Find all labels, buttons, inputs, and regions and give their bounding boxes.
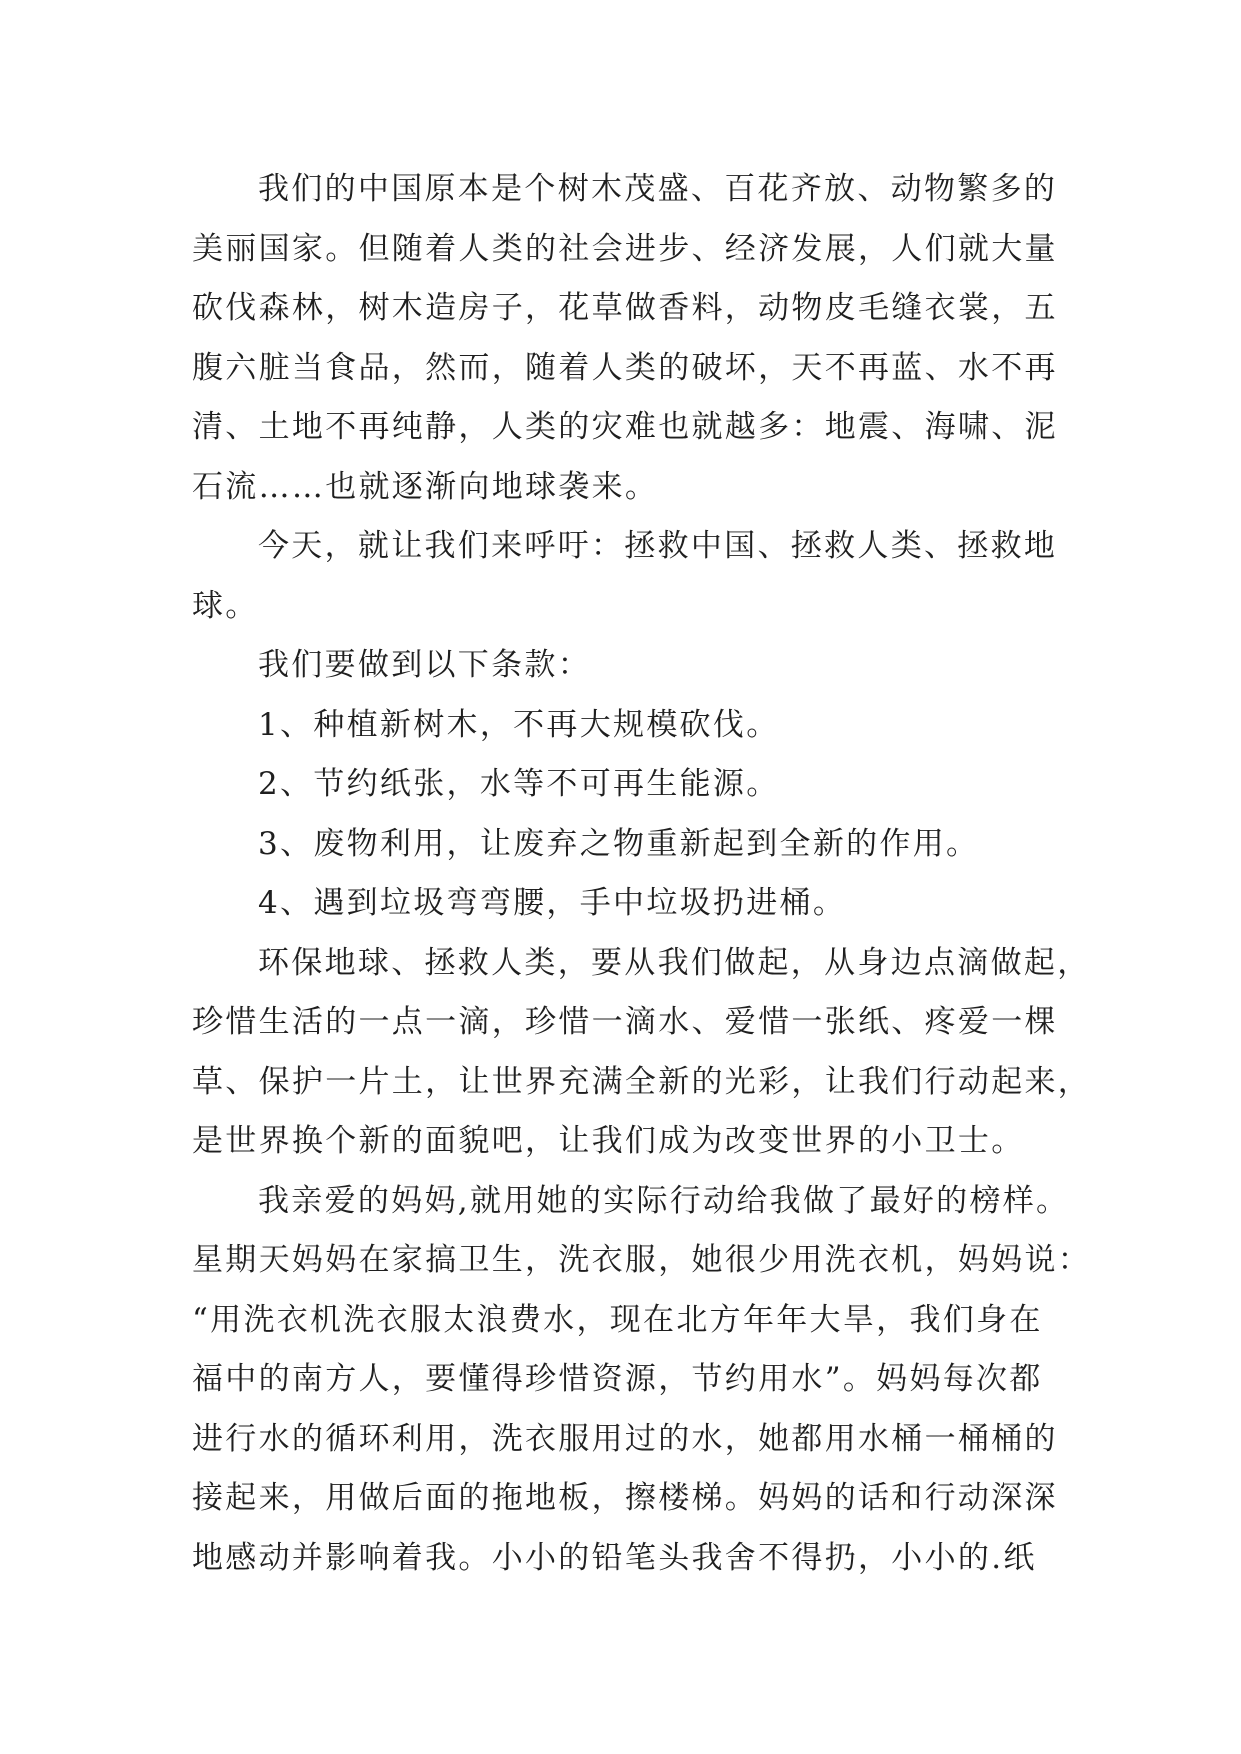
text-line: 环保地球、拯救人类，要从我们做起，从身边点滴做起，: [258, 944, 1091, 981]
text-line: 4、遇到垃圾弯弯腰，手中垃圾扔进桶。: [258, 885, 847, 921]
text-line: 腹六脏当食品，然而，随着人类的破坏，天不再蓝、水不再: [192, 349, 1058, 386]
text-line: 星期天妈妈在家搞卫生，洗衣服，她很少用洗衣机，妈妈说：: [192, 1242, 1092, 1278]
text-line: “用洗衣机洗衣服太浪费水，现在北方年年大旱，我们身在: [192, 1301, 1043, 1338]
list-item-3: [192, 815, 1048, 875]
paragraph-intro: [192, 160, 1058, 517]
text-line: 砍伐森林，树木造房子，花草做香料，动物皮毛缝衣裳，五: [192, 290, 1058, 326]
text-line: 福中的南方人，要懂得珍惜资源，节约用水”。妈妈每次都: [192, 1361, 1043, 1397]
text-line: 美丽国家。但随着人类的社会进步、经济发展，人们就大量: [192, 230, 1058, 267]
text-line: 球。: [192, 587, 259, 624]
paragraph-mother: [192, 1172, 1092, 1589]
text-line: 是世界换个新的面貌吧，让我们成为改变世界的小卫士。: [192, 1123, 1025, 1159]
paragraph-terms-heading: [192, 636, 1048, 696]
text-line: 1、种植新树木，不再大规模砍伐。: [258, 706, 780, 743]
text-line: 进行水的循环利用，洗衣服用过的水，她都用水桶一桶桶的: [192, 1420, 1058, 1457]
list-item-1: [192, 696, 1048, 756]
text-line: 2、节约纸张，水等不可再生能源。: [258, 766, 780, 802]
paragraph-appeal: [192, 517, 1058, 636]
document-body: [192, 160, 1092, 1588]
text-line: 3、废物利用，让废弃之物重新起到全新的作用。: [258, 825, 980, 862]
text-line: 我们的中国原本是个树木茂盛、百花齐放、动物繁多的: [258, 171, 1058, 207]
paragraph-action: [192, 934, 1092, 1172]
text-line: 珍惜生活的一点一滴，珍惜一滴水、爱惜一张纸、疼爱一棵: [192, 1004, 1058, 1040]
list-item-4: [192, 874, 1048, 934]
text-line: 我们要做到以下条款：: [258, 647, 591, 683]
text-line: 清、土地不再纯静，人类的灾难也就越多：地震、海啸、泥: [192, 409, 1058, 445]
text-line: 地感动并影响着我。小小的铅笔头我舍不得扔，小小的.纸: [192, 1539, 1037, 1576]
text-line: 石流……也就逐渐向地球袭来。: [192, 468, 659, 505]
text-line: 今天，就让我们来呼吁：拯救中国、拯救人类、拯救地: [258, 528, 1058, 564]
text-line: 草、保护一片土，让世界充满全新的光彩，让我们行动起来，: [192, 1063, 1092, 1100]
text-line: 我亲爱的妈妈,就用她的实际行动给我做了最好的榜样。: [258, 1182, 1070, 1219]
list-item-2: [192, 755, 1048, 815]
text-line: 接起来，用做后面的拖地板，擦楼梯。妈妈的话和行动深深: [192, 1480, 1058, 1516]
